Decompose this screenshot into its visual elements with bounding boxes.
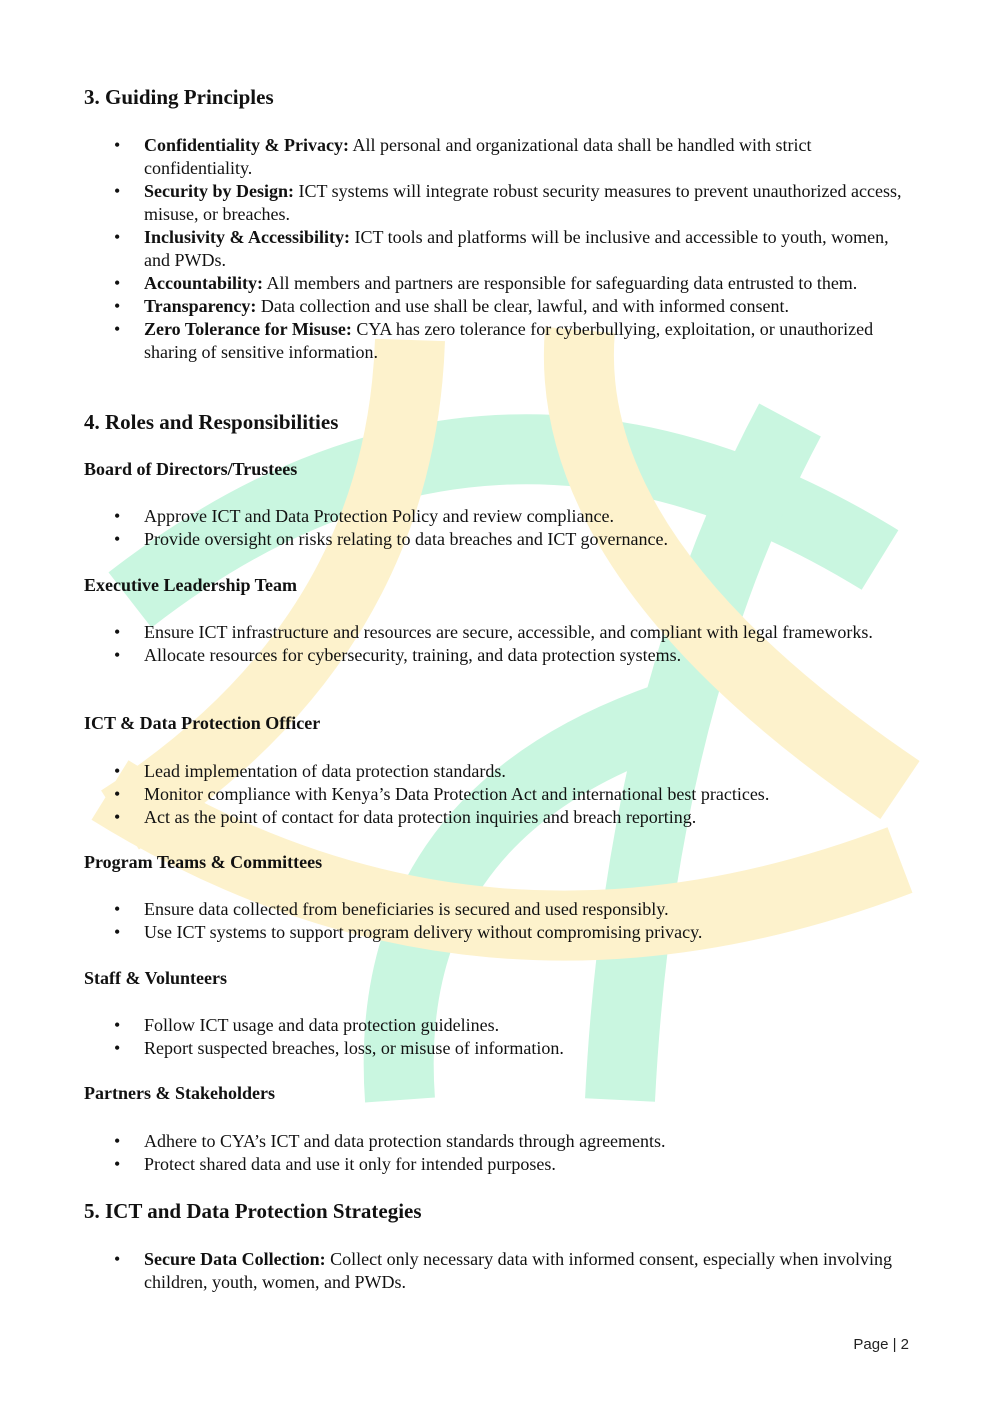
list-item: • Approve ICT and Data Protection Policy and review compliance. xyxy=(144,505,914,528)
subheading-staff: Staff & Volunteers xyxy=(84,968,227,988)
list-item: • Secure Data Collection: Collect only necessary data with informed consent, especially when involving children, youth, women, and PWDs. xyxy=(144,1248,914,1294)
subheading-executive: Executive Leadership Team xyxy=(84,575,298,595)
list-item: • Act as the point of contact for data protection inquiries and breach reporting. xyxy=(144,806,914,829)
guiding-principles-list xyxy=(144,134,914,364)
list-item: • Inclusivity & Accessibility: ICT tools and platforms will be inclusive and accessible to youth, women, and PWDs. xyxy=(144,226,914,272)
program-teams-list xyxy=(144,898,914,944)
section-title-strategies: 5. ICT and Data Protection Strategies xyxy=(84,1199,422,1223)
list-item: • Report suspected breaches, loss, or misuse of information. xyxy=(144,1037,914,1060)
subheading-board: Board of Directors/Trustees xyxy=(84,459,298,479)
subheading-program-teams: Program Teams & Committees xyxy=(84,852,323,872)
list-item: • Use ICT systems to support program delivery without compromising privacy. xyxy=(144,921,914,944)
list-item: • Zero Tolerance for Misuse: CYA has zero tolerance for cyberbullying, exploitation, or unauthorized sharing of sensitive information. xyxy=(144,318,914,364)
list-item: • Lead implementation of data protection standards. xyxy=(144,760,914,783)
list-item: • Protect shared data and use it only for intended purposes. xyxy=(144,1153,914,1176)
executive-list xyxy=(144,621,914,667)
list-item: • Security by Design: ICT systems will integrate robust security measures to prevent unauthorized access, misuse, or breaches. xyxy=(144,180,914,226)
strategies-list xyxy=(144,1248,914,1294)
partners-list xyxy=(144,1130,914,1176)
subheading-partners: Partners & Stakeholders xyxy=(84,1083,275,1103)
list-item: • Ensure ICT infrastructure and resources are secure, accessible, and compliant with legal frameworks. xyxy=(144,621,914,644)
list-item: • Follow ICT usage and data protection guidelines. xyxy=(144,1014,914,1037)
list-item: • Ensure data collected from beneficiaries is secured and used responsibly. xyxy=(144,898,914,921)
list-item: • Transparency: Data collection and use shall be clear, lawful, and with informed consent. xyxy=(144,295,914,318)
list-item: • Confidentiality & Privacy: All personal and organizational data shall be handled with strict confidentiality. xyxy=(144,134,914,180)
ict-officer-list xyxy=(144,760,914,829)
list-item: • Provide oversight on risks relating to data breaches and ICT governance. xyxy=(144,528,914,551)
board-list xyxy=(144,505,914,551)
staff-list xyxy=(144,1014,914,1060)
list-item: • Accountability: All members and partners are responsible for safeguarding data entrusted to them. xyxy=(144,272,914,295)
list-item: • Allocate resources for cybersecurity, training, and data protection systems. xyxy=(144,644,914,667)
section-title-guiding-principles: 3. Guiding Principles xyxy=(84,85,274,109)
section-title-roles: 4. Roles and Responsibilities xyxy=(84,410,339,434)
list-item: • Adhere to CYA’s ICT and data protection standards through agreements. xyxy=(144,1130,914,1153)
list-item: • Monitor compliance with Kenya’s Data Protection Act and international best practices. xyxy=(144,783,914,806)
subheading-ict-officer: ICT & Data Protection Officer xyxy=(84,713,321,733)
page-number: Page | 2 xyxy=(853,1336,909,1353)
